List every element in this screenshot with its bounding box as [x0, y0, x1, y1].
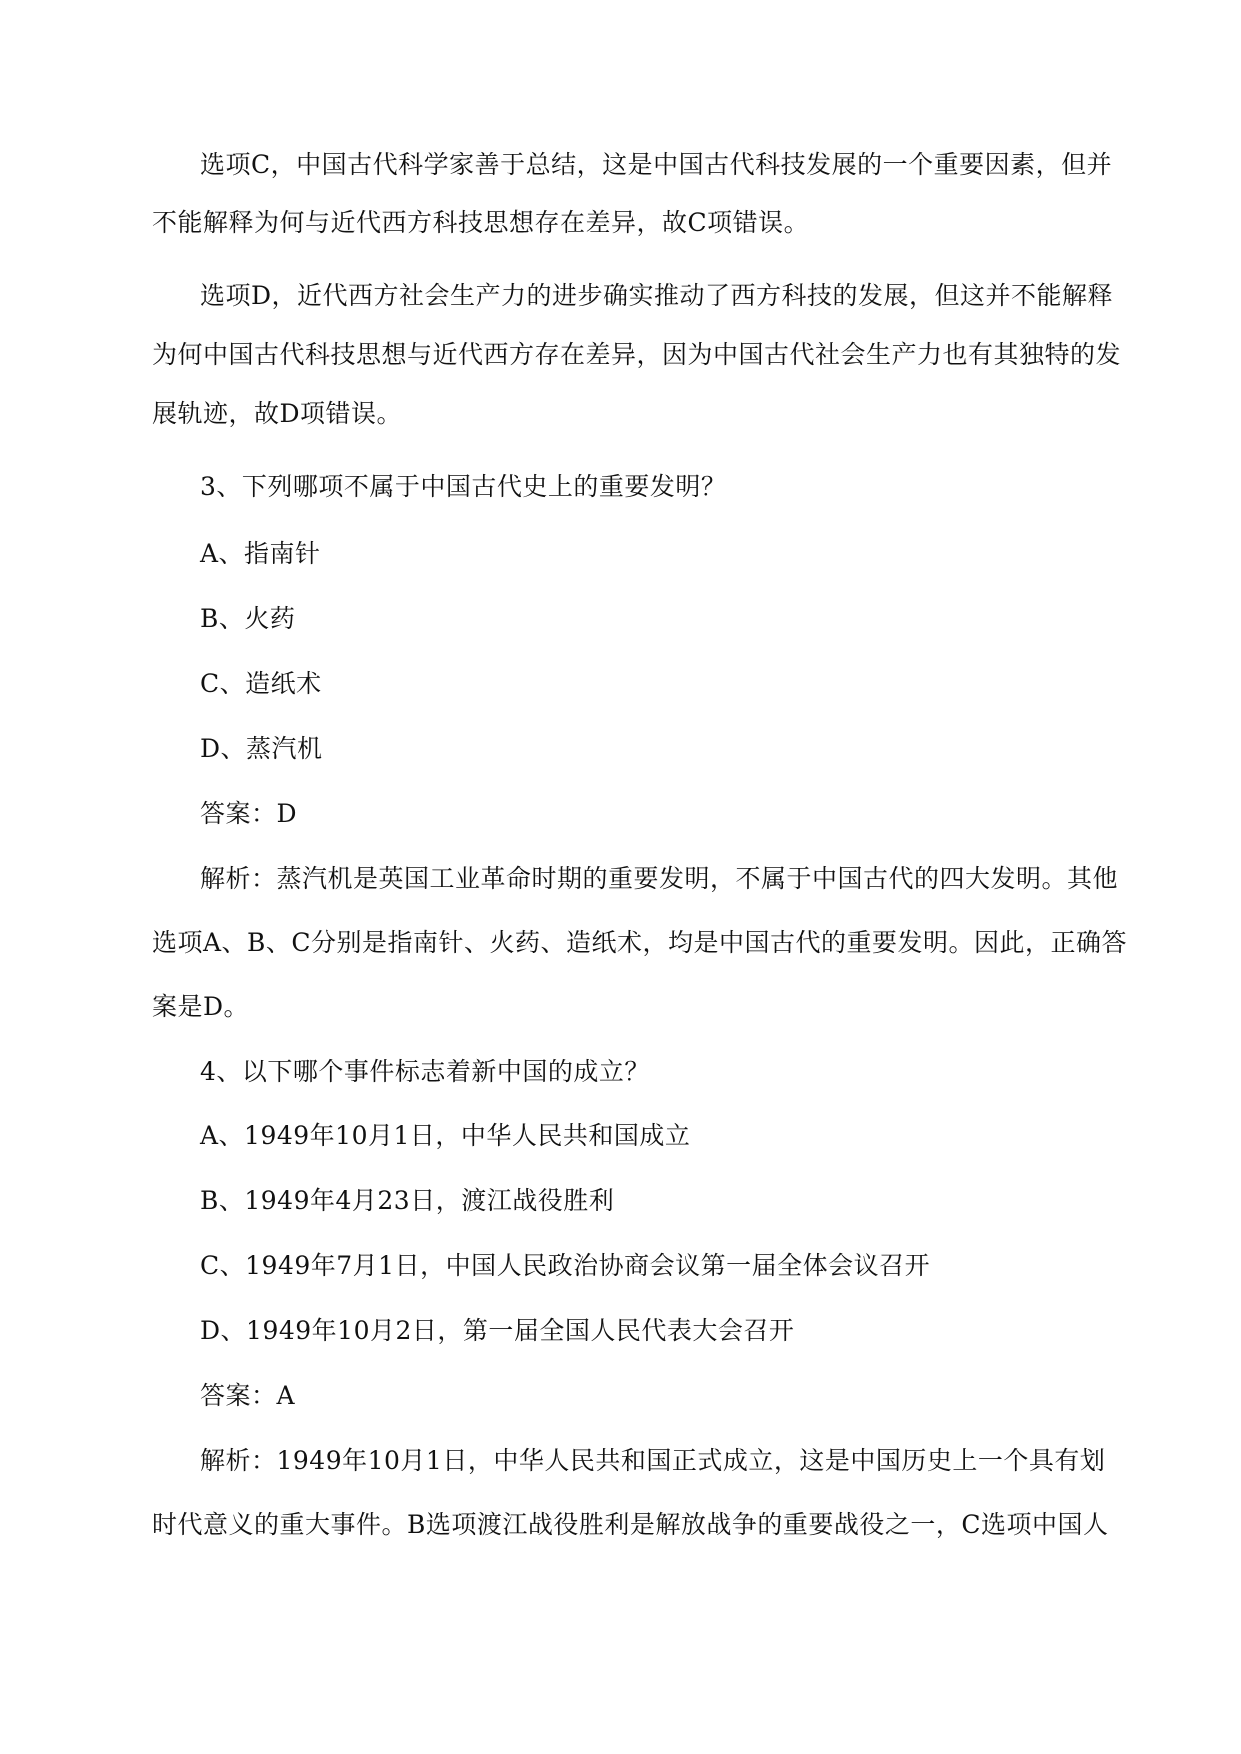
text-line: 为何中国古代科技思想与近代西方存在差异，因为中国古代社会生产力也有其独特的发 — [152, 340, 1122, 369]
answer: 答案：A — [200, 1381, 296, 1410]
option-c: C、造纸术 — [200, 669, 322, 698]
option-c: C、1949年7月1日，中国人民政治协商会议第一届全体会议召开 — [200, 1251, 931, 1280]
text-line: 选项C，中国古代科学家善于总结，这是中国古代科技发展的一个重要因素，但并 — [200, 150, 1113, 179]
option-a: A、指南针 — [200, 539, 321, 568]
explanation-line: 解析：蒸汽机是英国工业革命时期的重要发明，不属于中国古代的四大发明。其他 — [200, 864, 1119, 893]
text-line: 不能解释为何与近代西方科技思想存在差异，故C项错误。 — [152, 208, 810, 237]
text-line: 展轨迹，故D项错误。 — [152, 399, 403, 428]
option-a: A、1949年10月1日，中华人民共和国成立 — [200, 1121, 691, 1150]
explanation-line: 解析：1949年10月1日，中华人民共和国正式成立，这是中国历史上一个具有划 — [200, 1446, 1106, 1475]
answer: 答案：D — [200, 799, 298, 828]
text-line: 选项D，近代西方社会生产力的进步确实推动了西方科技的发展，但这并不能解释 — [200, 281, 1114, 310]
option-b: B、1949年4月23日，渡江战役胜利 — [200, 1186, 615, 1215]
explanation-line: 案是D。 — [152, 992, 250, 1021]
explanation-line: 选项A、B、C分别是指南针、火药、造纸术，均是中国古代的重要发明。因此，正确答 — [152, 928, 1128, 957]
question-4: 4、以下哪个事件标志着新中国的成立？ — [200, 1057, 650, 1086]
question-3: 3、下列哪项不属于中国古代史上的重要发明？ — [200, 472, 727, 501]
explanation-line: 时代意义的重大事件。B选项渡江战役胜利是解放战争的重要战役之一，C选项中国人 — [152, 1510, 1109, 1539]
option-d: D、1949年10月2日，第一届全国人民代表大会召开 — [200, 1316, 795, 1345]
option-d: D、蒸汽机 — [200, 734, 323, 763]
option-b: B、火药 — [200, 604, 296, 633]
